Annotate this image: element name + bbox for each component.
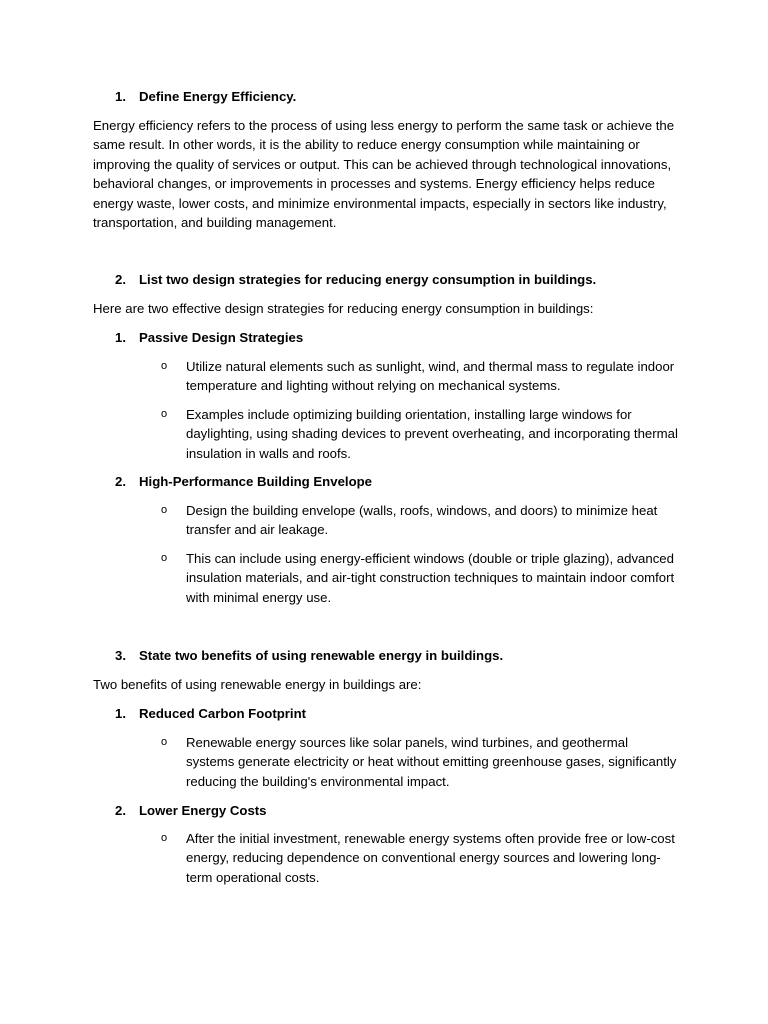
question-1-answer: Energy efficiency refers to the process of using less energy to perform the same task or achieve the same result. In other words, it is the ability to reduce energy consumption while maintaining or improving the quality of services or output. This can be achieved through technological innovations, behavioral changes, or improvements in processes and systems. Energy efficiency helps reduce energy waste, lower costs, and minimize environmental impacts, especially in sectors like industry, transportation, and building management. bbox=[93, 118, 675, 231]
bullet-icon: o bbox=[161, 736, 168, 748]
bullet-text: Utilize natural elements such as sunlight, wind, and thermal mass to regulate indoor temperature and lighting without relying on mechanical systems. bbox=[186, 359, 675, 394]
item-number: 2. bbox=[115, 474, 126, 489]
item-title: Reduced Carbon Footprint bbox=[139, 706, 307, 721]
item-number: 1. bbox=[115, 706, 126, 721]
item-title: Lower Energy Costs bbox=[139, 803, 267, 818]
bullet-text: After the initial investment, renewable energy systems often provide free or low-cost energy, reducing dependence on conventional energy sources and lowering long-term operational costs. bbox=[186, 831, 675, 885]
question-title: List two design strategies for reducing energy consumption in buildings. bbox=[139, 272, 597, 287]
bullet-icon: o bbox=[161, 552, 168, 564]
item-title: High-Performance Building Envelope bbox=[139, 474, 373, 489]
strategy-item-heading bbox=[115, 472, 372, 491]
benefit-item-heading bbox=[115, 704, 306, 723]
question-2-intro: Here are two effective design strategies for reducing energy consumption in buildings: bbox=[93, 301, 594, 316]
bullet-text: Renewable energy sources like solar panels, wind turbines, and geothermal systems generate electricity or heat without emitting greenhouse gases, significantly reducing the building's environmental impact. bbox=[186, 735, 677, 789]
bullet-text: Examples include optimizing building orientation, installing large windows for daylighting, using shading devices to prevent overheating, and incorporating thermal insulation in walls and roofs. bbox=[186, 407, 678, 461]
bullet-icon: o bbox=[161, 360, 168, 372]
bullet-icon: o bbox=[161, 408, 168, 420]
question-1-heading bbox=[115, 87, 296, 106]
bullet-text: This can include using energy-efficient windows (double or triple glazing), advanced insulation materials, and air-tight construction techniques to maintain indoor comfort with minimal energy use. bbox=[186, 551, 675, 605]
bullet-icon: o bbox=[161, 832, 168, 844]
question-title: State two benefits of using renewable energy in buildings. bbox=[139, 648, 504, 663]
bullet-text: Design the building envelope (walls, roofs, windows, and doors) to minimize heat transfer and air leakage. bbox=[186, 503, 658, 538]
question-3-intro: Two benefits of using renewable energy in buildings are: bbox=[93, 677, 422, 692]
item-number: 2. bbox=[115, 803, 126, 818]
question-number: 2. bbox=[115, 272, 126, 287]
question-3-heading bbox=[115, 646, 503, 665]
benefit-item-heading bbox=[115, 801, 267, 820]
question-number: 1. bbox=[115, 89, 126, 104]
question-2-heading bbox=[115, 270, 596, 289]
question-title: Define Energy Efficiency. bbox=[139, 89, 297, 104]
item-number: 1. bbox=[115, 330, 126, 345]
bullet-icon: o bbox=[161, 504, 168, 516]
item-title: Passive Design Strategies bbox=[139, 330, 304, 345]
strategy-item-heading bbox=[115, 328, 303, 347]
question-number: 3. bbox=[115, 648, 126, 663]
